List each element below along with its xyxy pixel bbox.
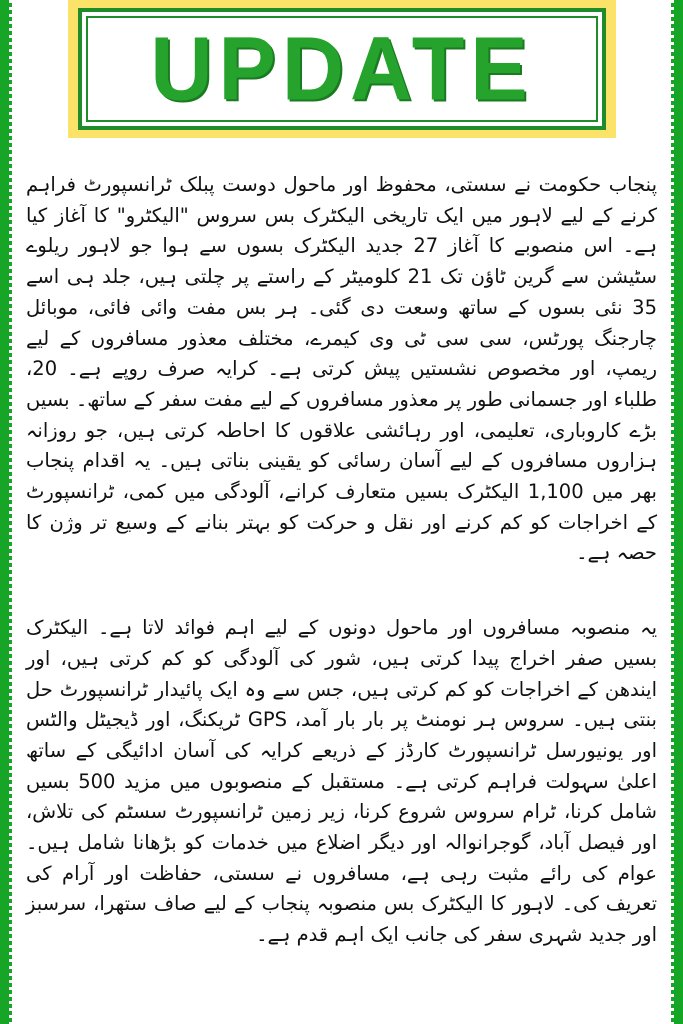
article-body <box>26 170 657 951</box>
banner-title: UPDATE <box>150 18 534 119</box>
right-border-strip <box>671 0 683 1024</box>
banner-frame <box>78 8 606 130</box>
left-border-strip <box>0 0 12 1024</box>
article-paragraph-2: یہ منصوبہ مسافروں اور ماحول دونوں کے لیے اہم فوائد لاتا ہے۔ الیکٹرک بسیں صفر اخراج پیدا کرتی ہیں، شور کی آلودگی کو کم کرتی ہیں، اور ایندھن کے اخراجات کو کم کرتی ہیں، جس سے وہ ایک پائیدار ٹرانسپورٹ حل بنتی ہیں۔ سروس ہر نومنٹ پر بار بار آمد، GPS ٹریکنگ، اور ڈیجیٹل والٹس اور یونیورسل ٹرانسپورٹ کارڈز کے ذریعے کرایہ کی آسان ادائیگی کے ساتھ اعلیٰ سہولت فراہم کرتی ہے۔ مستقبل کے منصوبوں میں مزید 500 بسیں شامل کرنا، ٹرام سروس شروع کرنا، زیر زمین ٹرانسپورٹ سسٹم کی تلاش، اور فیصل آباد، گوجرانوالہ اور دیگر اضلاع میں خدمات کو بڑھانا شامل ہیں۔ عوام کی رائے مثبت رہی ہے، مسافروں نے سستی، حفاظت اور آرام کی تعریف کی۔ لاہور کا الیکٹرک بس منصوبہ پنجاب کے لیے صاف ستھرا، سرسبز اور جدید شہری سفر کی جانب ایک اہم قدم ہے۔ <box>26 616 658 947</box>
update-banner <box>68 0 616 138</box>
article-paragraph-1: پنجاب حکومت نے سستی، محفوظ اور ماحول دوست پبلک ٹرانسپورٹ فراہم کرنے کے لیے لاہور میں ایک تاریخی الیکٹرک بس سروس "الیکٹرو" کا آغاز کیا ہے۔ اس منصوبے کا آغاز 27 جدید الیکٹرک بسوں سے ہوا جو لاہور ریلوے سٹیشن سے گرین ٹاؤن تک 21 کلومیٹر کے راستے پر چلتی ہیں، جلد ہی اسے 35 نئی بسوں کے ساتھ وسعت دی گئی۔ ہر بس مفت وائی فائی، موبائل چارجنگ پورٹس، سی سی ٹی وی کیمرے، مختلف معذور مسافروں کے لیے ریمپ، اور مخصوص نشستیں پیش کرتی ہے۔ کرایہ صرف روپے ہے۔ 20، طلباء اور جسمانی طور پر معذور مسافروں کے لیے مفت سفر کے ساتھ۔ بسیں بڑے کاروباری، تعلیمی، اور رہائشی علاقوں کا احاطہ کرتی ہیں، جو روزانہ ہزاروں مسافروں کے لیے آسان رسائی کو یقینی بناتی ہیں۔ یہ اقدام پنجاب بھر میں 1,100 الیکٹرک بسیں متعارف کرانے، آلودگی میں کمی، ٹرانسپورٹ کے اخراجات کو کم کرنے اور نقل و حرکت کو بہتر بنانے کے وسیع تر وژن کا حصہ ہے۔ <box>26 173 658 565</box>
